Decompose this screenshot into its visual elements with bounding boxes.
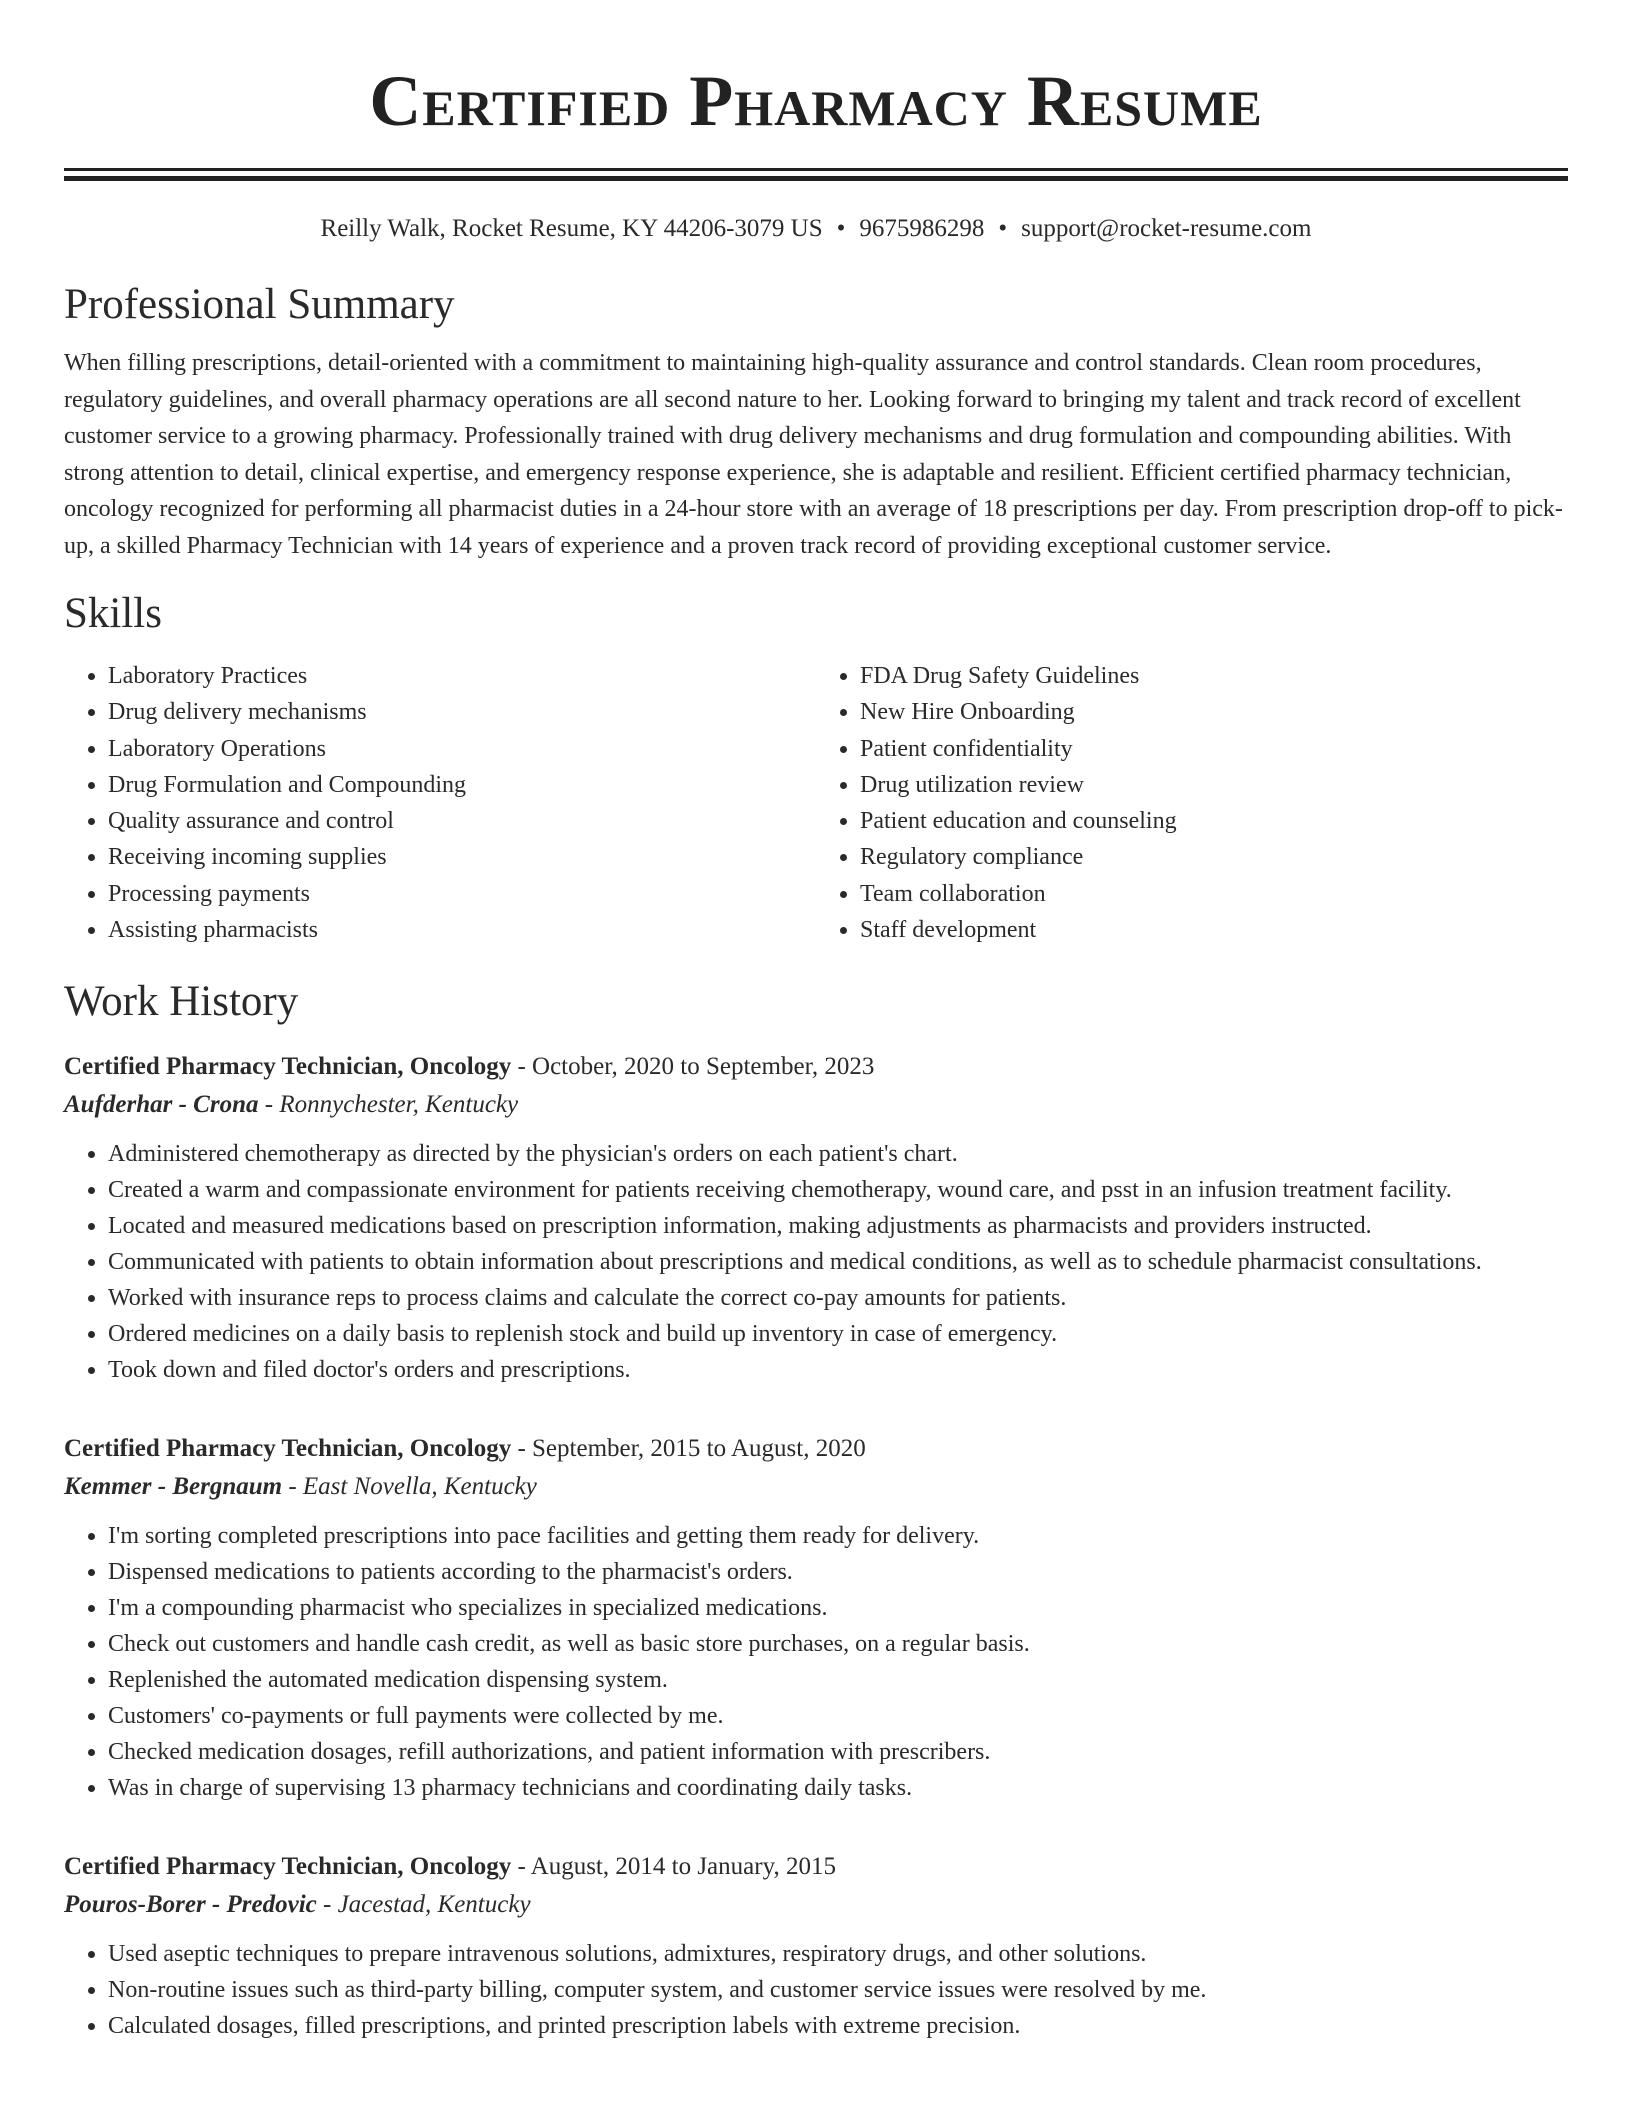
skill-item: • Patient education and counseling <box>860 803 1568 839</box>
job-dates: - October, 2020 to September, 2023 <box>511 1053 875 1081</box>
skill-item: • Quality assurance and control <box>108 803 816 839</box>
job-duty-item: • Replenished the automated medication dispensing system. <box>108 1662 1568 1698</box>
job-duty-item: • Checked medication dosages, refill authorizations, and patient information with prescribers. <box>108 1734 1568 1770</box>
job-location: - Jacestad, Kentucky <box>316 1891 531 1919</box>
skill-item: • FDA Drug Safety Guidelines <box>860 658 1568 694</box>
job-duty-item: • I'm sorting completed prescriptions into pace facilities and getting them ready for delivery. <box>108 1518 1568 1554</box>
job-employer <box>64 1086 1568 1124</box>
job-role: Certified Pharmacy Technician, Oncology <box>64 1053 512 1081</box>
job-location: - East Novella, Kentucky <box>282 1473 537 1501</box>
skill-item: • Processing payments <box>108 876 816 912</box>
summary-heading: Professional Summary <box>64 281 455 328</box>
contact-address: Reilly Walk, Rocket Resume, KY 44206-3079 US <box>320 215 823 242</box>
job-duties <box>64 1136 1568 1388</box>
job-duty-item: • Worked with insurance reps to process claims and calculate the correct co-pay amounts for patients. <box>108 1280 1568 1316</box>
job-duties <box>64 1518 1568 1806</box>
job-entry <box>64 1048 1568 1388</box>
job-location: - Ronnychester, Kentucky <box>258 1091 519 1119</box>
job-duty-item: • Took down and filed doctor's orders and prescriptions. <box>108 1352 1568 1388</box>
contact-separator: • <box>836 215 846 242</box>
job-duty-item: • Was in charge of supervising 13 pharmacy technicians and coordinating daily tasks. <box>108 1770 1568 1806</box>
job-duty-item: • Located and measured medications based on prescription information, making adjustments as pharmacists and providers instructed. <box>108 1208 1568 1244</box>
skill-item: • Assisting pharmacists <box>108 912 816 948</box>
contact-phone: 9675986298 <box>859 215 985 242</box>
job-entry <box>64 1430 1568 1806</box>
job-duty-item: • Check out customers and handle cash credit, as well as basic store purchases, on a regular basis. <box>108 1626 1568 1662</box>
contact-email: support@rocket-resume.com <box>1021 215 1312 242</box>
job-company: Aufderhar - Crona <box>64 1091 259 1119</box>
job-duty-item: • Non-routine issues such as third-party billing, computer system, and customer service issues were resolved by me. <box>108 1972 1568 2008</box>
job-duty-item: • Created a warm and compassionate environment for patients receiving chemotherapy, wound care, and psst in an infusion treatment facility. <box>108 1172 1568 1208</box>
job-duty-item: • Administered chemotherapy as directed by the physician's orders on each patient's chart. <box>108 1136 1568 1172</box>
work-history-heading: Work History <box>64 978 299 1026</box>
skill-item: • Laboratory Operations <box>108 731 816 767</box>
skill-item: • Drug delivery mechanisms <box>108 694 816 730</box>
job-employer <box>64 1468 1568 1506</box>
job-company: Kemmer - Bergnaum <box>64 1473 283 1501</box>
skill-item: • Drug Formulation and Compounding <box>108 767 816 803</box>
skill-item: • Regulatory compliance <box>860 839 1568 875</box>
resume-title: Certified Pharmacy Resume <box>369 61 1263 141</box>
job-header <box>64 1048 1568 1086</box>
skills-column-right <box>816 658 1568 948</box>
skills-column-left <box>64 658 816 948</box>
job-duty-item: • Dispensed medications to patients according to the pharmacist's orders. <box>108 1554 1568 1590</box>
job-duty-item: • Calculated dosages, filled prescriptions, and printed prescription labels with extreme precision. <box>108 2008 1568 2044</box>
title-divider <box>64 168 1568 181</box>
job-duty-item: • Ordered medicines on a daily basis to replenish stock and build up inventory in case of emergency. <box>108 1316 1568 1352</box>
job-header <box>64 1430 1568 1468</box>
skill-item: • Patient confidentiality <box>860 731 1568 767</box>
job-duty-item: • Communicated with patients to obtain information about prescriptions and medical conditions, as well as to schedule pharmacist consultations. <box>108 1244 1568 1280</box>
job-role: Certified Pharmacy Technician, Oncology <box>64 1853 512 1881</box>
job-dates: - August, 2014 to January, 2015 <box>511 1853 836 1881</box>
job-duty-item: • I'm a compounding pharmacist who specializes in specialized medications. <box>108 1590 1568 1626</box>
job-role: Certified Pharmacy Technician, Oncology <box>64 1435 512 1463</box>
job-duty-item: • Used aseptic techniques to prepare intravenous solutions, admixtures, respiratory drugs, and other solutions. <box>108 1936 1568 1972</box>
contact-separator: • <box>998 215 1008 242</box>
skills-heading: Skills <box>64 590 162 637</box>
skill-item: • Drug utilization review <box>860 767 1568 803</box>
job-header <box>64 1848 1568 1886</box>
skill-item: • Team collaboration <box>860 876 1568 912</box>
skill-item: • Staff development <box>860 912 1568 948</box>
job-entry <box>64 1848 1568 2044</box>
summary-text: When filling prescriptions, detail-oriented with a commitment to maintaining high-quality assurance and control standards. Clean room procedures, regulatory guidelines, and overall pharmacy operations are all second nature to her. Looking forward to bringing my talent and track record of excellent customer service to a growing pharmacy. Professionally trained with drug delivery mechanisms and drug formulation and compounding abilities. With strong attention to detail, clinical expertise, and emergency response experience, she is adaptable and resilient. Efficient certified pharmacy technician, oncology recognized for performing all pharmacist duties in a 24-hour store with an average of 18 prescriptions per day. From prescription drop-off to pick-up, a skilled Pharmacy Technician with 14 years of experience and a proven track record of providing exceptional customer service. <box>64 350 1563 559</box>
contact-line <box>64 213 1568 245</box>
job-employer <box>64 1886 1568 1924</box>
skill-item: • Laboratory Practices <box>108 658 816 694</box>
skill-item: • New Hire Onboarding <box>860 694 1568 730</box>
skill-item: • Receiving incoming supplies <box>108 839 816 875</box>
job-dates: - September, 2015 to August, 2020 <box>511 1435 866 1463</box>
skills-list <box>64 658 1568 948</box>
job-duties <box>64 1936 1568 2044</box>
job-duty-item: • Customers' co-payments or full payments were collected by me. <box>108 1698 1568 1734</box>
job-company: Pouros-Borer - Predovic <box>64 1891 317 1919</box>
